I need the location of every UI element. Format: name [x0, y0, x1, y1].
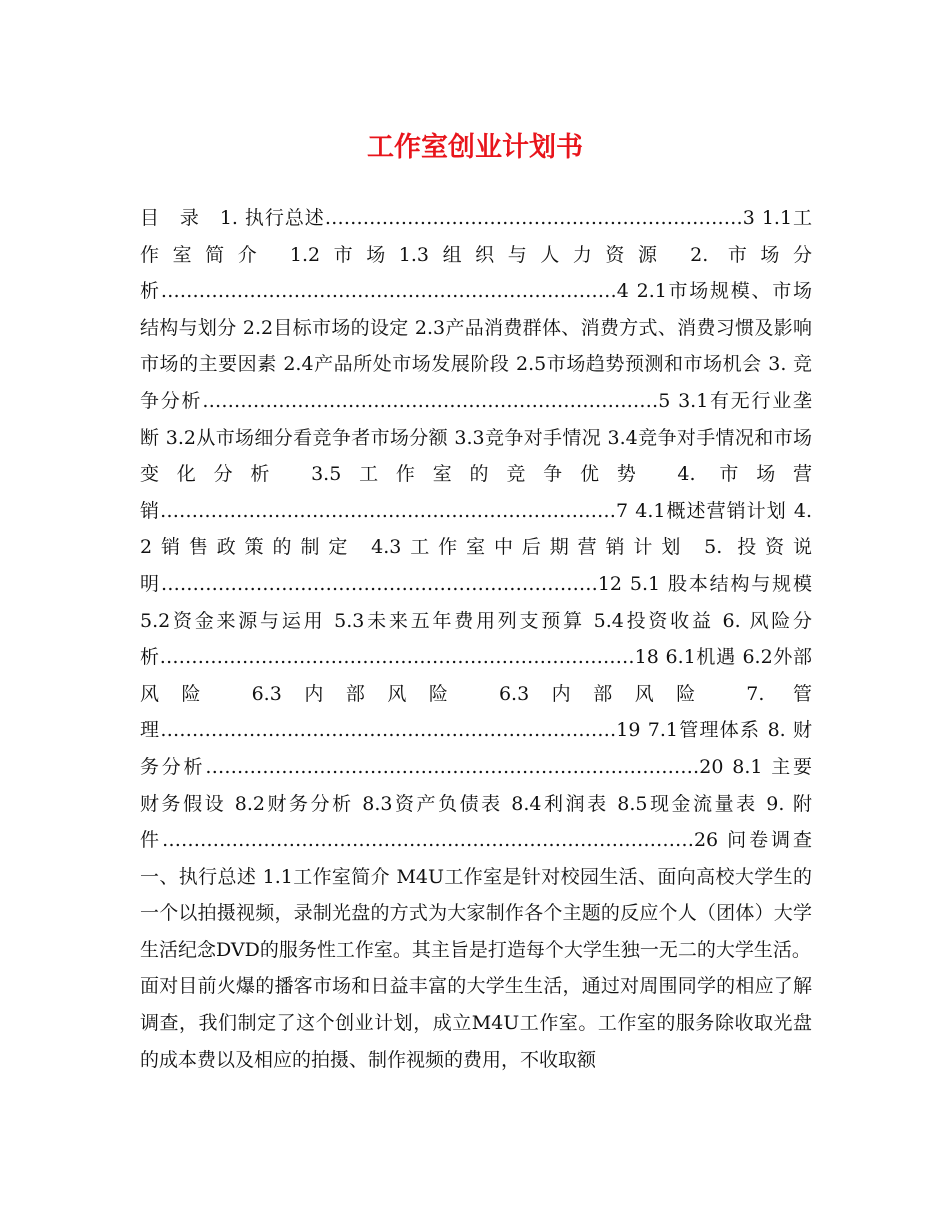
body-paragraph: 面对目前火爆的播客市场和日益丰富的大学生生活，通过对周围同学的相应了解调查，我们制定了这个创业计划，成立M4U工作室。工作室的服务除收取光盘的成本费以及相应的拍摄、制作视频的费用，不收取额 — [140, 975, 812, 1071]
table-of-contents-paragraph: 目 录 1. 执行总述…………………………………………………………3 1.1工作室简介 1.2市场1.3组织与人力资源 2. 市场分析………………………………………………………………4 2.1市场规模、市场结构与划分 2.2目标市场的设定 2.3产品消费群体、消费方式、消费习惯及影响市场的主要因素 2.4产品所处市场发展阶段 2.5市场趋势预测和市场机会 3. 竞争分析………………………………………………………………5 3.1有无行业垄断 3.2从市场细分看竞争者市场分额 3.3竞争对手情况 3.4竞争对手情况和市场变化分析 3.5工作室的竞争优势 4. 市场营销………………………………………………………………7 4.1概述营销计划 4.2销售政策的制定 4.3工作室中后期营销计划 5. 投资说明……………………………………………………………12 5.1 股本结构与规模 5.2资金来源与运用 5.3未来五年费用列支预算 5.4投资收益 6. 风险分析…………………………………………………………………18 6.1机遇 6.2外部风险 6.3内部风险 6.3内部风险 7. 管理………………………………………………………………19 7.1管理体系 8. 财务分析……………………………………………………………………20 8.1 主要财务假设 8.2财务分析 8.3资产负债表 8.4利润表 8.5现金流量表 9. 附件…………………………………………………………………………26 问卷调查 一、执行总述 1.1工作室简介 M4U工作室是针对校园生活、面向高校大学生的一个以拍摄视频，录制光盘的方式为大家制作各个主题的反应个人（团体）大学生活纪念DVD的服务性工作室。其主旨是打造每个大学生独一无二的大学生活。 — [140, 207, 851, 961]
document-body — [140, 200, 851, 1078]
document-title: 工作室创业计划书 — [367, 132, 583, 163]
